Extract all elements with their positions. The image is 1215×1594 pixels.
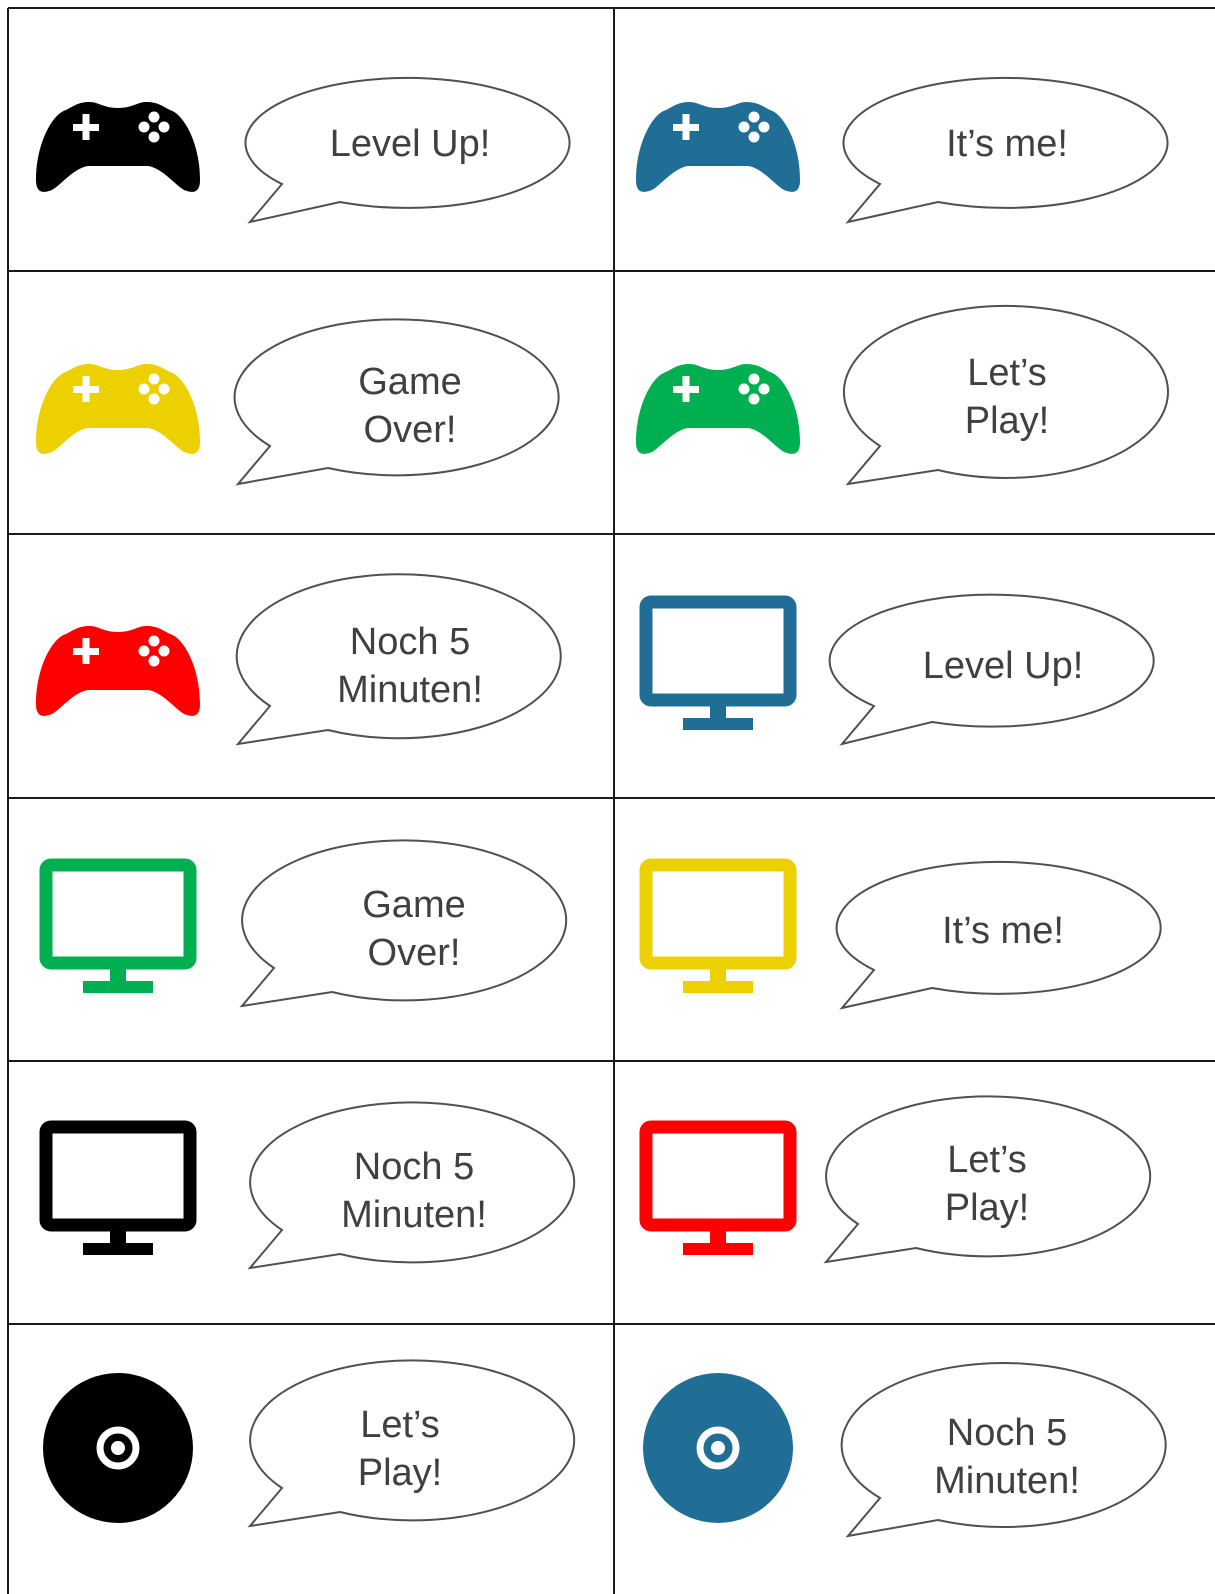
monitor-stand bbox=[83, 1243, 153, 1255]
card bbox=[636, 78, 1168, 222]
gamepad-button bbox=[759, 384, 770, 395]
monitor-screen bbox=[46, 1127, 190, 1225]
gamepad-button bbox=[149, 112, 160, 123]
grid-lines bbox=[8, 8, 1215, 1594]
monitor-neck bbox=[710, 1229, 726, 1243]
gamepad-icon bbox=[36, 102, 200, 192]
card bbox=[43, 1360, 574, 1526]
gamepad-button bbox=[159, 646, 170, 657]
gamepad-body bbox=[36, 364, 200, 454]
gamepad-body bbox=[36, 102, 200, 192]
bubble-text-line: Play! bbox=[964, 400, 1050, 442]
monitor-icon bbox=[646, 602, 790, 730]
card bbox=[36, 574, 561, 744]
monitor-icon bbox=[646, 865, 790, 993]
bubble-text-line: Play! bbox=[944, 1187, 1030, 1229]
monitor-neck bbox=[110, 967, 126, 981]
monitor-stand bbox=[683, 1243, 753, 1255]
gamepad-icon bbox=[636, 102, 800, 192]
gamepad-button bbox=[139, 122, 150, 133]
monitor-stand bbox=[683, 981, 753, 993]
bubble-text-line: Play! bbox=[357, 1452, 443, 1494]
disc-icon bbox=[43, 1373, 193, 1523]
bubble-text-line: Minuten! bbox=[934, 1460, 1080, 1502]
card bbox=[646, 595, 1154, 744]
bubble-text-line: Let’s bbox=[967, 352, 1047, 394]
monitor-neck bbox=[710, 704, 726, 718]
gamepad-button bbox=[149, 132, 160, 143]
disc-icon bbox=[643, 1373, 793, 1523]
gamepad-button bbox=[749, 112, 760, 123]
dpad-vertical bbox=[83, 638, 90, 664]
disc-hole bbox=[711, 1441, 725, 1455]
gamepad-button bbox=[749, 132, 760, 143]
gamepad-button bbox=[149, 656, 160, 667]
bubble-text-line: Noch 5 bbox=[946, 1412, 1068, 1454]
disc-hole bbox=[111, 1441, 125, 1455]
gamepad-body bbox=[36, 626, 200, 716]
bubble-text-line: Noch 5 bbox=[353, 1146, 475, 1188]
gamepad-button bbox=[749, 374, 760, 385]
gamepad-button bbox=[739, 384, 750, 395]
gamepad-body bbox=[636, 364, 800, 454]
dpad-vertical bbox=[83, 114, 90, 140]
bubble-text-line: It’s me! bbox=[946, 123, 1068, 165]
monitor-stand bbox=[683, 718, 753, 730]
bubble-text-line: Let’s bbox=[360, 1404, 440, 1446]
bubble-text-line: Let’s bbox=[947, 1139, 1027, 1181]
card bbox=[636, 306, 1168, 484]
gamepad-button bbox=[149, 636, 160, 647]
card bbox=[646, 862, 1161, 1008]
card bbox=[643, 1363, 1166, 1536]
monitor-stand bbox=[83, 981, 153, 993]
card bbox=[36, 78, 570, 222]
monitor-screen bbox=[646, 865, 790, 963]
bubble-text-line: Level Up! bbox=[922, 645, 1084, 687]
speech-bubble bbox=[844, 306, 1168, 484]
bubble-text-line: Over! bbox=[363, 409, 457, 451]
monitor-screen bbox=[46, 865, 190, 963]
monitor-icon bbox=[46, 865, 190, 993]
gamepad-body bbox=[636, 102, 800, 192]
card bbox=[36, 319, 559, 484]
gamepad-button bbox=[739, 122, 750, 133]
dpad-vertical bbox=[683, 114, 690, 140]
monitor-screen bbox=[646, 602, 790, 700]
dpad-vertical bbox=[683, 376, 690, 402]
bubble-text-line: Minuten! bbox=[341, 1194, 487, 1236]
gamepad-icon bbox=[636, 364, 800, 454]
monitor-icon bbox=[646, 1127, 790, 1255]
gamepad-button bbox=[749, 394, 760, 405]
bubble-text-line: Game bbox=[362, 884, 466, 926]
bubble-text-line: Level Up! bbox=[329, 123, 491, 165]
monitor-icon bbox=[46, 1127, 190, 1255]
gamepad-button bbox=[159, 384, 170, 395]
card bbox=[46, 1102, 574, 1268]
bubble-text-line: It’s me! bbox=[942, 910, 1064, 952]
gamepad-icon bbox=[36, 626, 200, 716]
cards bbox=[36, 78, 1168, 1536]
gamepad-icon bbox=[36, 364, 200, 454]
dpad-vertical bbox=[83, 376, 90, 402]
bubble-text-line: Over! bbox=[367, 932, 461, 974]
bubble-text-line: Minuten! bbox=[337, 669, 483, 711]
bubble-text-line: Game bbox=[358, 361, 462, 403]
bubble-text-line: Noch 5 bbox=[349, 621, 471, 663]
card bbox=[46, 840, 566, 1006]
gamepad-button bbox=[159, 122, 170, 133]
gamepad-button bbox=[759, 122, 770, 133]
monitor-neck bbox=[710, 967, 726, 981]
monitor-screen bbox=[646, 1127, 790, 1225]
card bbox=[646, 1096, 1150, 1262]
gamepad-button bbox=[149, 374, 160, 385]
gamepad-button bbox=[139, 384, 150, 395]
gamepad-button bbox=[139, 646, 150, 657]
monitor-neck bbox=[110, 1229, 126, 1243]
gamepad-button bbox=[149, 394, 160, 405]
